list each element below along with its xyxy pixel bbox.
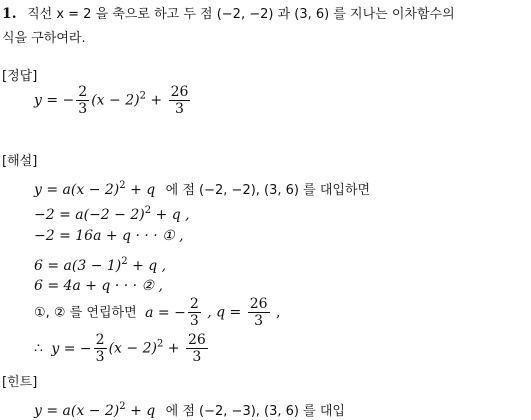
answer-fraction-2: $\frac{26}{3}$ [170,84,189,117]
hint-line: $y = a(x - 2)^2 + q$ 에 점 (−2, −3), (3, 6) 를 대입 [34,401,345,419]
solution-line-4: $6 = a(3 - 1)^2 + q$ , [34,256,167,274]
problem-text-1: 직선 x = 2 을 축으로 하고 두 점 (−2, −2) 과 (3, 6) 를 지나는 이차함수의 [27,7,455,22]
solution-line-2: $-2 = a(-2 - 2)^2 + q$ , [34,205,190,223]
answer-label: [정답] [2,69,38,84]
solution-line-5: 6 = 4a + q · · · ② , [34,278,163,294]
solution-line-3: −2 = 16a + q · · · ① , [34,228,184,244]
answer-formula: y = − $\frac{2}{3}$ $(x - 2)^2$ + $\frac{26}{3}$ [34,84,189,117]
solution-line-1: $y = a(x - 2)^2 + q$ 에 점 (−2, −2), (3, 6) 를 대입하면 [34,180,371,198]
solution-fraction-a: $\frac{2}{3}$ [189,296,199,329]
solution-fraction-q: $\frac{26}{3}$ [249,296,268,329]
solution-line-6: ①, ② 를 연립하면 a = − $\frac{2}{3}$ , q = $\frac{26}{3}$ , [34,296,281,329]
hint-label: [힌트] [2,375,38,390]
solution-fraction-final-2: $\frac{26}{3}$ [187,332,206,365]
problem-line-1 [2,6,455,23]
answer-fraction: $\frac{2}{3}$ [78,84,88,117]
problem-number: 1. [2,6,17,22]
solution-fraction-final: $\frac{2}{3}$ [95,332,105,365]
solution-line-7: ∴ y = − $\frac{2}{3}$ $(x - 2)^2$ + $\frac{26}{3}$ [34,332,206,365]
solution-label: [해설] [2,154,38,169]
problem-line-2: 식을 구하여라. [2,31,86,46]
